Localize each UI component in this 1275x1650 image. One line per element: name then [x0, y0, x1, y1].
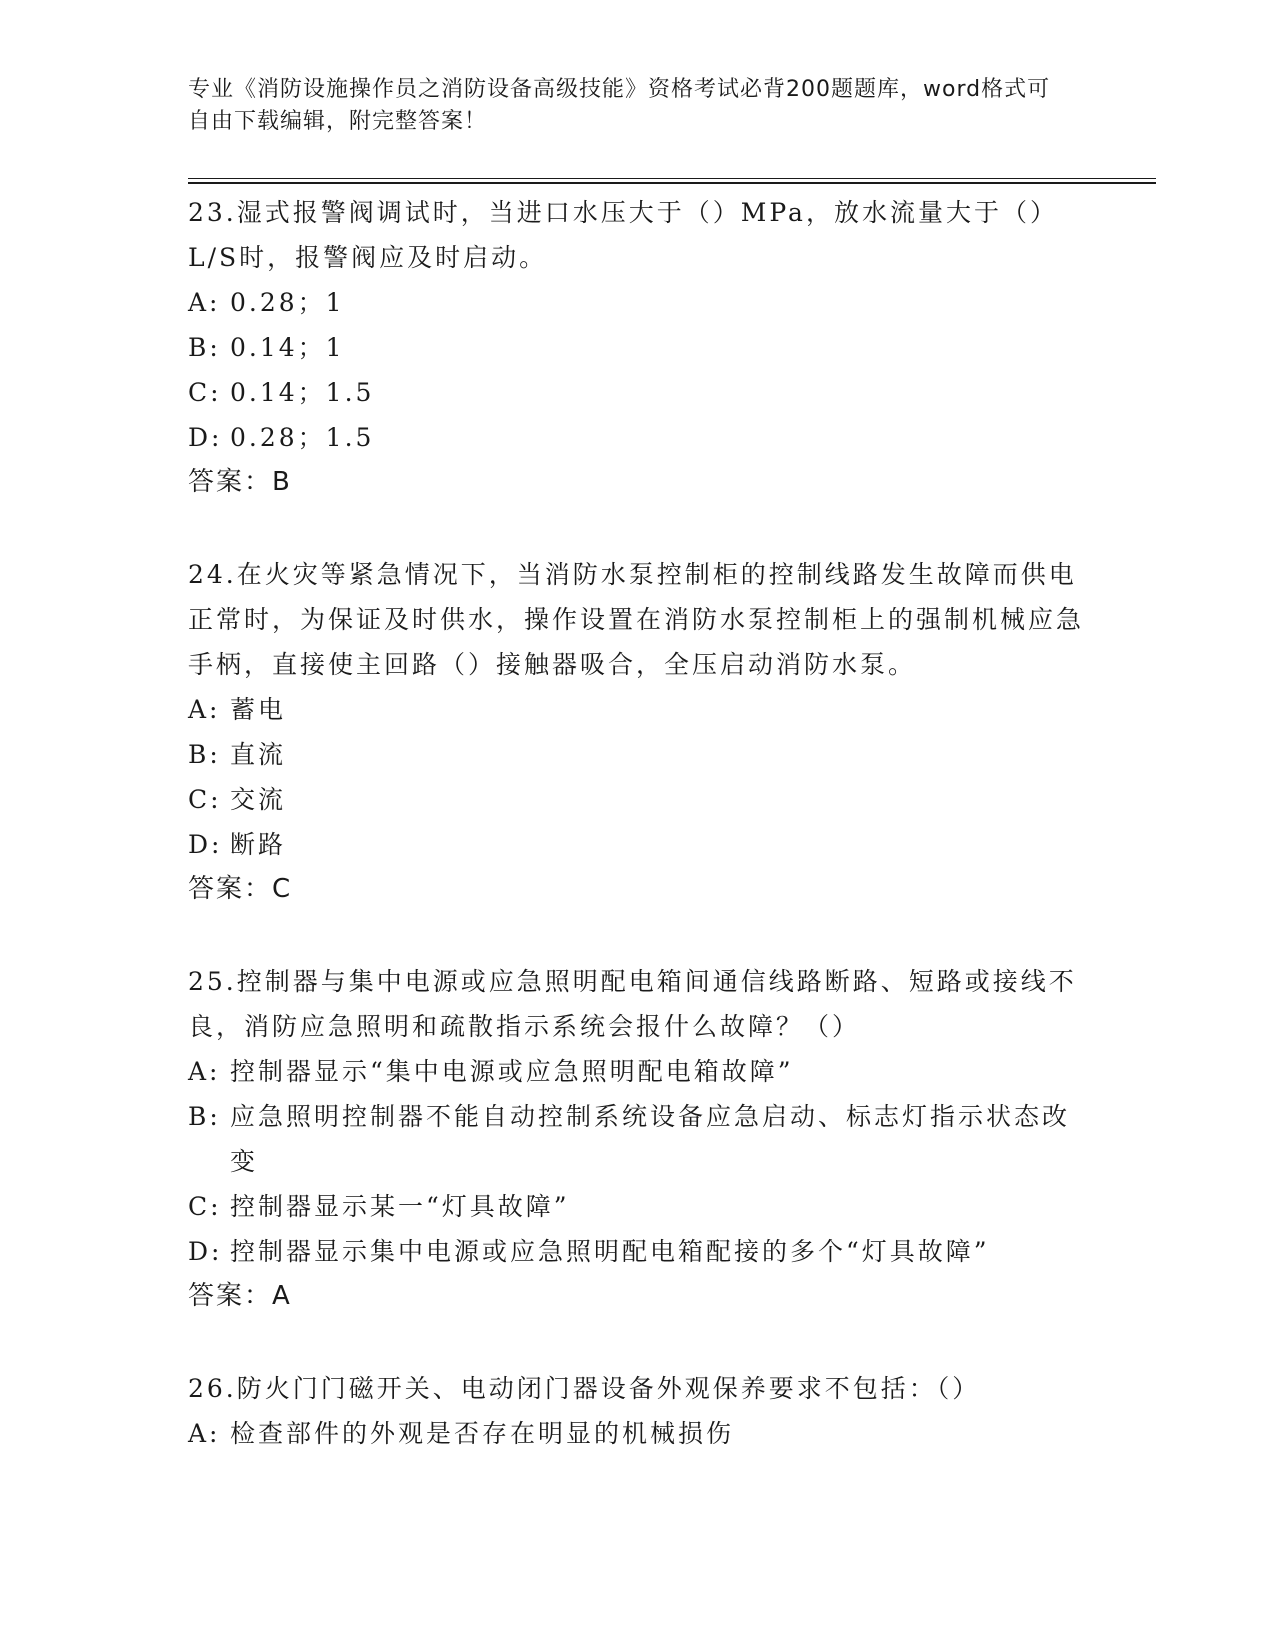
option-key: C:: [188, 1192, 222, 1221]
option-text: 控制器显示某一“灯具故障”: [230, 1192, 570, 1221]
option-key: B:: [188, 740, 221, 769]
option-d: [188, 1229, 1088, 1274]
option-text: 0.28；1.5: [230, 423, 375, 452]
option-key: C:: [188, 785, 222, 814]
option-text: 检查部件的外观是否存在明显的机械损伤: [230, 1419, 735, 1448]
option-text: 0.28；1: [230, 288, 345, 317]
option-b: [188, 732, 1088, 777]
question-list: [188, 190, 1088, 1504]
question-23: [188, 190, 1088, 504]
option-text: 交流: [230, 785, 287, 814]
option-c: [188, 777, 1088, 822]
option-text: 直流: [230, 740, 287, 769]
option-d: [188, 415, 1088, 460]
option-text: 蓄电: [230, 695, 287, 724]
option-key: A:: [188, 1419, 221, 1448]
question-stem: 23.湿式报警阀调试时，当进口水压大于（）MPa，放水流量大于（）L/S时，报警阀应及时启动。: [188, 198, 1058, 272]
question-24: [188, 552, 1088, 911]
option-text: 0.14；1.5: [230, 378, 375, 407]
question-stem: 26.防火门门磁开关、电动闭门器设备外观保养要求不包括：（）: [188, 1374, 981, 1403]
document-header: 专业《消防设施操作员之消防设备高级技能》资格考试必背200题题库，word格式可自由下载编辑，附完整答案！: [188, 77, 1051, 134]
header-rule-thick: [188, 182, 1156, 184]
question-26: [188, 1366, 1088, 1456]
option-text: 0.14；1: [230, 333, 345, 362]
option-key: D:: [188, 423, 223, 452]
question-stem: 24.在火灾等紧急情况下，当消防水泵控制柜的控制线路发生故障而供电正常时，为保证及时供水，操作设置在消防水泵控制柜上的强制机械应急手柄，直接使主回路（）接触器吸合，全压启动消防水泵。: [188, 560, 1085, 679]
option-key: D:: [188, 830, 223, 859]
question-stem: 25.控制器与集中电源或应急照明配电箱间通信线路断路、短路或接线不良，消防应急照明和疏散指示系统会报什么故障？（）: [188, 967, 1077, 1041]
question-25: [188, 959, 1088, 1318]
option-a: [188, 280, 1088, 325]
answer-line: 答案：A: [188, 1281, 292, 1311]
option-key: B:: [188, 333, 221, 362]
option-b: [188, 325, 1088, 370]
option-text: 应急照明控制器不能自动控制系统设备应急启动、标志灯指示状态改变: [230, 1102, 1071, 1176]
option-key: C:: [188, 378, 222, 407]
option-a: [188, 1411, 1088, 1456]
option-a: [188, 1049, 1088, 1094]
option-text: 控制器显示“集中电源或应急照明配电箱故障”: [230, 1057, 794, 1086]
option-c: [188, 1184, 1088, 1229]
option-key: B:: [188, 1102, 221, 1131]
answer-line: 答案：B: [188, 467, 292, 497]
option-key: D:: [188, 1237, 223, 1266]
option-b: [188, 1094, 1088, 1184]
option-a: [188, 687, 1088, 732]
option-text: 断路: [230, 830, 287, 859]
option-text: 控制器显示集中电源或应急照明配电箱配接的多个“灯具故障”: [230, 1237, 990, 1266]
option-d: [188, 822, 1088, 867]
answer-line: 答案：C: [188, 874, 293, 904]
option-c: [188, 370, 1088, 415]
header-rule-thin: [188, 178, 1156, 179]
option-key: A:: [188, 1057, 221, 1086]
option-key: A:: [188, 288, 221, 317]
option-key: A:: [188, 695, 221, 724]
